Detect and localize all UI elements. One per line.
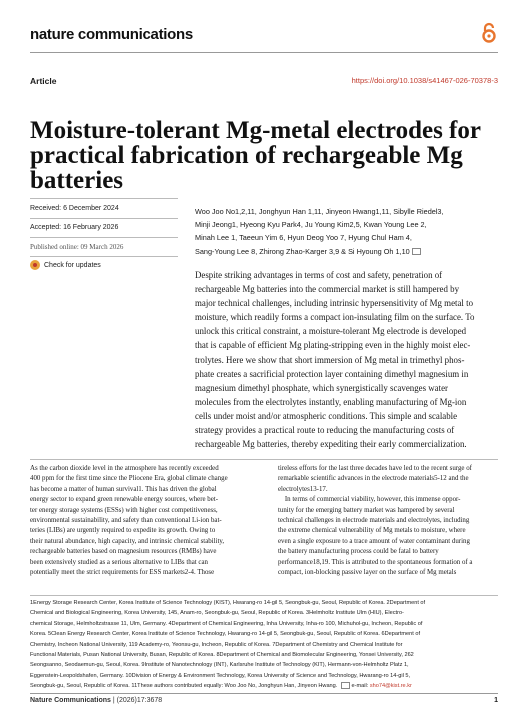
abstract-line: rechargeable Mg batteries into the commercial market is still hampered by <box>195 284 460 295</box>
abstract-line: moisture, which readily forms a compact ion-insulating film on the surface. To <box>195 312 475 323</box>
affiliation-text: Seongbuk-gu, Seoul, Republic of Korea. 11These authors contributed equally: Woo Joo No, Jonghyun Han, Jinyeon Hwang. <box>30 683 338 690</box>
abstract-line: unlock this critical constraint, a moisture-tolerant Mg electrode is developed <box>195 326 467 337</box>
author-line: Minji Jeong1, Hyeong Kyu Park4, Ju Young Kim2,5, Kwan Young Lee 2, <box>195 220 427 230</box>
abstract-line: rechargeable Mg batteries, thereby expediting their early commercialization. <box>195 439 467 450</box>
author-list <box>195 205 500 258</box>
article-type: Article <box>30 76 57 86</box>
abstract-line: that is capable of efficient Mg plating-stripping even in the highly moist elec- <box>195 340 471 351</box>
footer-rule <box>30 693 498 694</box>
affiliation-line: chemical Storage, Helmholtzstrasse 11, Ulm, Germany. 4Department of Chemical Engineering, Inha University, Inha-ro 100, Michuhol-gu, Incheon, Republic of <box>30 620 423 627</box>
footer-citation <box>30 697 162 704</box>
title-line: batteries <box>30 167 124 194</box>
body-line: tunity for the emerging battery market was hampered by several <box>278 506 455 514</box>
body-line: teries (LIBs) are urgently required to expedite its growth. Owing to <box>30 527 216 535</box>
body-line: been extensively studied as a serious alternative to LIBs that can <box>30 558 208 566</box>
body-line: the extreme chemical vulnerability of Mg metals to moisture, where <box>278 527 466 535</box>
affiliation-line: Chemistry, Incheon National University, 119 Academy-ro, Yeonsu-gu, Incheon, Republic of Korea. 7Department of Chemistry and Chemical Institute for <box>30 641 403 648</box>
body-line: even a single exposure to a trace amount of water contaminant during <box>278 537 470 545</box>
check-updates-label: Check for updates <box>44 261 101 269</box>
affiliation-line: Korea. 5Clean Energy Research Center, Korea Institute of Science Technology, Hwarang-ro 14-gil 5, Seongbuk-gu, Seoul, Republic of Korea. 6Department of <box>30 631 421 638</box>
email-label: e-mail: <box>351 683 369 690</box>
body-line: potentially meet the strict requirements for ESS markets2-4. Those <box>30 569 215 577</box>
abstract-line: strategy provides a practical route to reducing the manufacturing costs of <box>195 425 455 436</box>
body-line: In terms of commercial viability, however, this immense oppor- <box>278 496 461 504</box>
header-rule <box>30 52 498 53</box>
title-line: practical fabrication of rechargeable Mg <box>30 142 463 169</box>
abstract <box>195 268 500 451</box>
page-number: 1 <box>494 697 498 704</box>
affiliation-line: 1Energy Storage Research Center, Korea Institute of Science Technology (KIST), Hwarang-ro 14-gil 5, Seongbuk-gu, Seoul, Republic of Korea. 2Department of <box>30 600 426 606</box>
body-column-left <box>30 464 256 578</box>
abstract-line: phate creates a sacrificial protection layer containing dimethyl magnesium in <box>195 368 469 379</box>
footer-volume: | (2026)17:3678 <box>112 697 163 704</box>
published-date: Published online: 09 March 2026 <box>30 243 124 251</box>
body-line: environmental sustainability, and safety than conventional Li-ion bat- <box>30 517 222 525</box>
body-line: tireless efforts for the last three decades have led to the recent surge of <box>278 465 472 472</box>
body-line: energy sector to expand green renewable energy sources, where bet- <box>30 496 219 504</box>
meta-rule <box>30 218 178 219</box>
affiliation-line: Eggenstein-Leopoldshafen, Germany. 10Division of Energy & Environment Technology, Korea University of Science and Technology, Hwarang-ro 14-gil 5, <box>30 672 411 679</box>
journal-name: nature communications <box>30 26 193 43</box>
affiliation-line <box>30 681 500 691</box>
abstract-line: Despite striking advantages in terms of cost and safety, penetration of <box>195 270 443 280</box>
title-line: Moisture-tolerant Mg-metal electrodes for <box>30 117 481 144</box>
meta-rule <box>30 256 178 257</box>
body-line: compact, ion-blocking passive layer on the surface of Mg metals <box>278 569 457 577</box>
body-line: 400 ppm for the first time since the Pliocene Era, global climate change <box>30 475 228 483</box>
affiliations <box>30 598 500 692</box>
section-rule <box>30 459 498 460</box>
author-line: Minah Lee 1, Taeeun Yim 6, Hyun Deog Yoo 7, Hyung Chul Ham 4, <box>195 233 412 243</box>
affiliation-line: Chemical and Biological Engineering, Korea University, 145, Anam-ro, Seongbuk-gu, Seoul, Republic of Korea. 3Helmholtz Institute Ulm (HIU), Electro- <box>30 610 404 617</box>
envelope-icon[interactable] <box>412 248 421 255</box>
body-line: their natural abundance, high capacity, and intrinsic chemical stability, <box>30 537 225 545</box>
abstract-line: magnesium dimethyl phosphate, which synergistically scavenges water <box>195 382 448 393</box>
abstract-line: trolytes. Here we show that short immersion of Mg metal in trimethyl phos- <box>195 354 465 365</box>
meta-rule <box>30 237 178 238</box>
email-link[interactable]: sho74@kist.re.kr <box>369 683 412 690</box>
body-line: remarkable scientific advances in the electrode materials5-12 and the <box>278 475 469 483</box>
doi-link[interactable]: https://doi.org/10.1038/s41467-026-70378-3 <box>351 76 498 85</box>
article-title <box>30 118 500 193</box>
body-line: ter energy storage systems (ESSs) with higher cost competitiveness, <box>30 506 218 514</box>
author-line: Woo Joo No1,2,11, Jonghyun Han 1,11, Jinyeon Hwang1,11, Sibylle Riedel3, <box>195 207 444 216</box>
body-line: the battery manufacturing process could be fatal to battery <box>278 548 439 556</box>
body-line: has become a matter of human survival1. This has driven the global <box>30 485 217 493</box>
check-for-updates-button[interactable] <box>30 260 101 270</box>
abstract-line: major technical challenges, including intrinsic hypersensitivity of Mg metal to <box>195 298 474 309</box>
affiliation-line: Seongsanno, Seodaemun-gu, Seoul, Korea. 9Institute of Nanotechnology (INT), Karlsruhe Institute of Technology (KIT), Hermann-von-Helmholtz Platz 1, <box>30 662 409 669</box>
author-line <box>195 245 500 258</box>
open-access-icon <box>480 22 498 44</box>
received-date: Received: 6 December 2024 <box>30 205 119 212</box>
body-line: electrolytes13-17. <box>278 485 328 493</box>
envelope-icon <box>341 682 350 689</box>
abstract-line: molecules from the electrolytes instantly, enabling manufacturing of Mg-ion <box>195 396 467 407</box>
affiliation-rule <box>30 595 498 596</box>
body-column-right <box>278 464 504 578</box>
author-line-text: Sang-Young Lee 8, Zhirong Zhao-Karger 3,9 & Si Hyoung Oh 1,10 <box>195 246 410 256</box>
abstract-line: cells under moist and/or atmospheric conditions. This simple and scalable <box>195 410 458 421</box>
footer-journal: Nature Communications <box>30 697 111 704</box>
affiliation-line: Functional Materials, Pusan National University, Busan, Republic of Korea. 8Department of Chemical and Biomolecular Engineering, Yonsei University, 262 <box>30 652 414 659</box>
body-line: performance18,19. This is attributed to the spontaneous formation of a <box>278 558 473 566</box>
body-line: As the carbon dioxide level in the atmosphere has recently exceeded <box>30 465 219 472</box>
meta-rule <box>30 198 178 199</box>
body-line: rechargeable batteries based on magnesium resources (RMBs) have <box>30 548 217 556</box>
body-line: technical challenges in electrode materials and electrolytes, including <box>278 517 470 525</box>
check-updates-icon <box>30 260 40 270</box>
accepted-date: Accepted: 16 February 2026 <box>30 224 119 231</box>
